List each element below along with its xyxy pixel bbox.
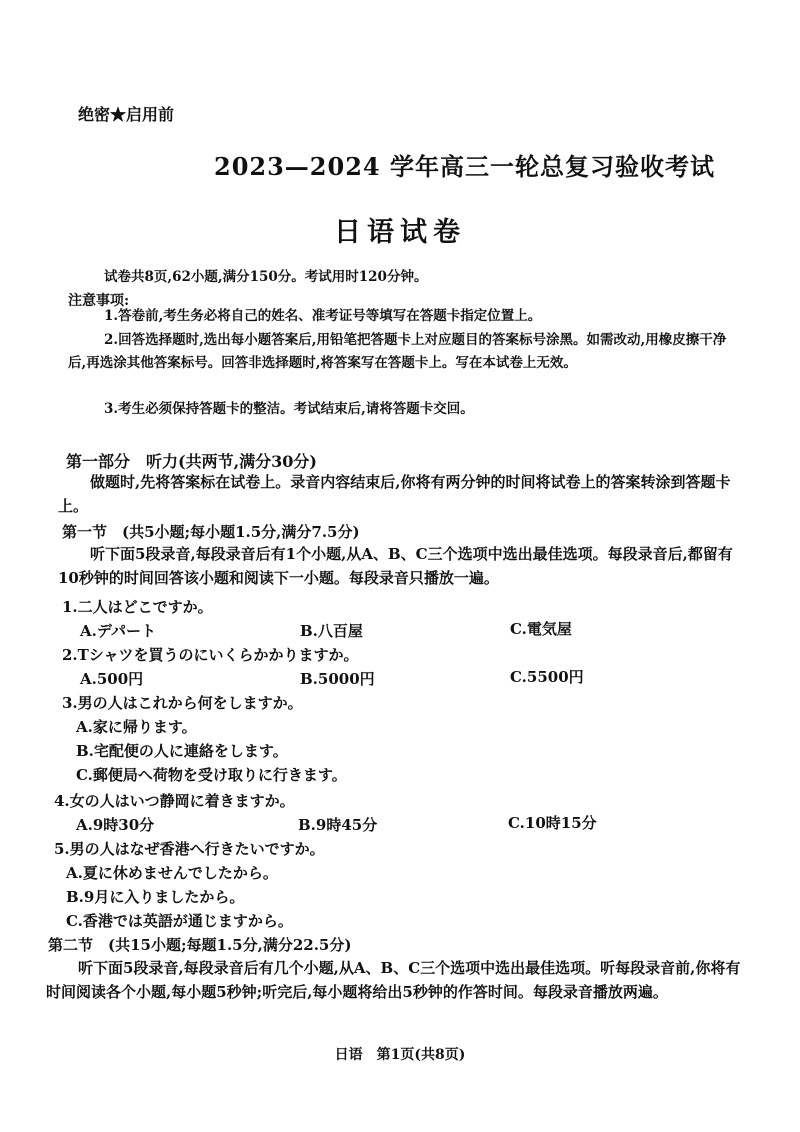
section2-description: 听下面5段录音,每段录音后有几个小题,从A、B、C三个选项中选出最佳选项。听每段录音前,你将有时间阅读各个小题,每小题5秒钟;听完后,每小题将给出5秒钟的作答时间。每段录音播放两遍。 [46,959,741,1001]
q2-option-c: C.5500円 [510,668,584,686]
notice-item: 2.回答选择题时,选出每小题答案后,用铅笔把答题卡上对应题目的答案标号涂黑。如需改动,用橡皮擦干净后,再选涂其他答案标号。回答非选择题时,将答案写在答题卡上。写在本试卷上无效。 [68,332,727,371]
notice-item: 1.答卷前,考生务必将自己的姓名、准考证号等填写在答题卡指定位置上。 [104,308,542,324]
q4-option-a: A.9時30分 [76,816,155,834]
q4-option-b: B.9時45分 [298,816,378,834]
q5-option-a: A.夏に休めませんでしたから。 [66,864,278,882]
section2-title: 第二节 (共15小题;每题1.5分,满分22.5分) [48,936,352,954]
section1-description: 听下面5段录音,每段录音后有1个小题,从A、B、C三个选项中选出最佳选项。每段录音后,都留有10秒钟的时间回答该小题和阅读下一小题。每段录音只播放一遍。 [58,545,733,587]
page-footer: 日语 第1页(共8页) [334,1047,466,1063]
part1-description: 做题时,先将答案标在试卷上。录音内容结束后,你将有两分钟的时间将试卷上的答案转涂到答题卡上。 [58,473,731,515]
q3-option-a: A.家に帰ります。 [76,718,197,736]
q1-option-c: C.電気屋 [510,620,572,638]
notice-heading: 注意事项: [68,293,130,309]
exam-title: 2023—2024 学年高三一轮总复习验收考试 [214,152,715,181]
q5-option-c: C.香港では英語が通じますから。 [66,912,293,930]
question-3: 3.男の人はこれから何をしますか。 [62,694,303,712]
q2-option-a: A.500円 [80,670,144,688]
question-5: 5.男の人はなぜ香港へ行きたいですか。 [54,840,325,858]
section1-title: 第一节 (共5小题;每小题1.5分,满分7.5分) [62,523,360,541]
notice-item: 3.考生必须保持答题卡的整洁。考试结束后,请将答题卡交回。 [104,401,474,417]
exam-intro: 试卷共8页,62小题,满分150分。考试用时120分钟。 [104,269,428,285]
question-2: 2.Tシャツを買うのにいくらかかりますか。 [62,646,359,664]
question-4: 4.女の人はいつ静岡に着きますか。 [54,792,295,810]
q1-option-a: A.デパート [80,622,156,640]
part1-title: 第一部分 听力(共两节,满分30分) [66,452,317,471]
q1-option-b: B.八百屋 [300,622,363,640]
q5-option-b: B.9月に入りましたから。 [66,888,245,906]
q3-option-b: B.宅配便の人に連絡をします。 [76,742,288,760]
subject-title: 日语试卷 [334,217,466,248]
q4-option-c: C.10時15分 [508,814,597,832]
confidential-label: 绝密★启用前 [78,105,175,124]
q3-option-c: C.郵便局へ荷物を受け取りに行きます。 [76,766,347,784]
question-1: 1.二人はどこですか。 [62,598,213,616]
q2-option-b: B.5000円 [300,670,375,688]
